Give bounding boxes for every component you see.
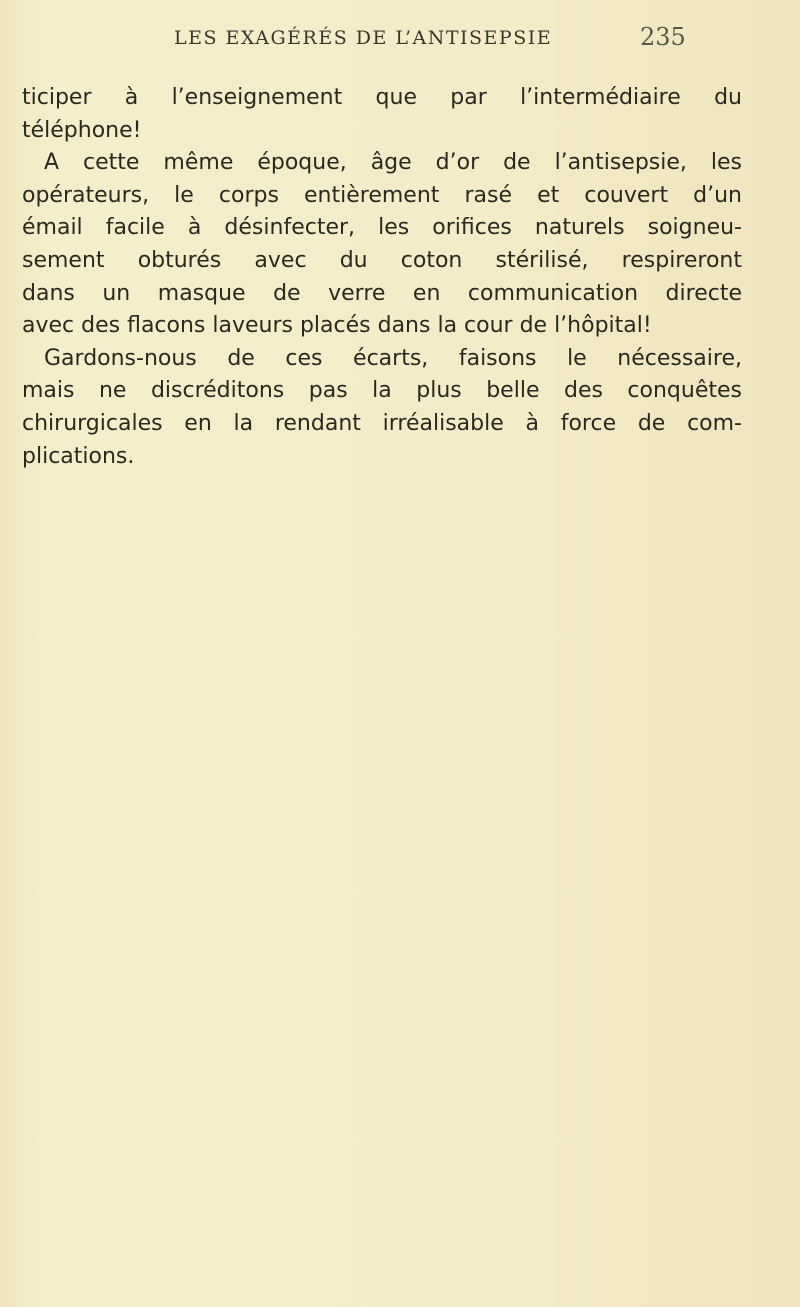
running-head bbox=[0, 23, 800, 59]
text-line: émail facile à désinfecter, les orifices naturels soigneu- bbox=[22, 215, 742, 241]
page-number: 235 bbox=[640, 23, 686, 51]
text-line: Gardons-nous de ces écarts, faisons le nécessaire, bbox=[44, 345, 742, 371]
text-line: dans un masque de verre en communication directe bbox=[22, 280, 742, 306]
text-line: opérateurs, le corps entièrement rasé et couvert d’un bbox=[22, 182, 742, 208]
text-line: chirurgicales en la rendant irréalisable à force de com- bbox=[22, 410, 742, 436]
text-line: plications. bbox=[22, 443, 135, 469]
text-line: avec des flacons laveurs placés dans la cour de l’hôpital! bbox=[22, 313, 652, 339]
text-line: A cette même époque, âge d’or de l’antisepsie, les bbox=[44, 150, 742, 176]
text-line: ticiper à l’enseignement que par l’intermédiaire du bbox=[22, 85, 742, 110]
body-text bbox=[22, 82, 742, 473]
text-line: mais ne discréditons pas la plus belle des conquêtes bbox=[22, 378, 742, 404]
text-line: téléphone! bbox=[22, 117, 142, 143]
running-title: LES EXAGÉRÉS DE L’ANTISEPSIE bbox=[174, 27, 553, 49]
text-line: sement obturés avec du coton stérilisé, respireront bbox=[22, 247, 742, 273]
